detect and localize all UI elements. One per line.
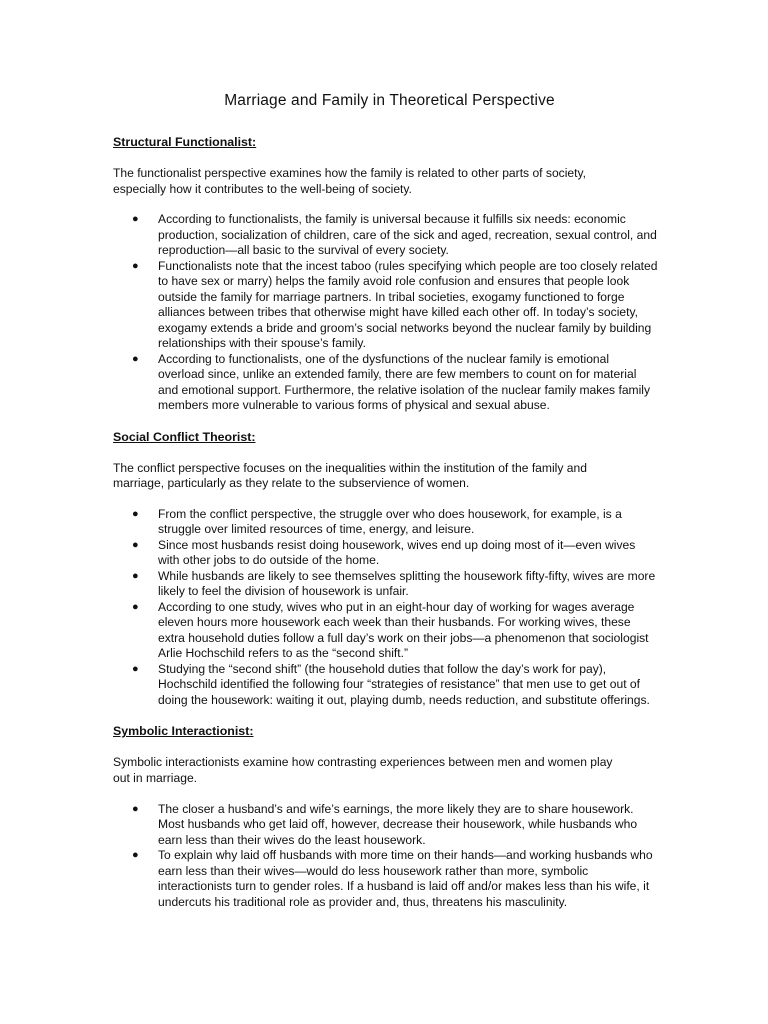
list-item xyxy=(113,352,658,414)
bullet-icon: ● xyxy=(132,849,139,862)
list-item-text: Since most husbands resist doing housework, wives end up doing most of it—even wives with other jobs to do outside of the home. xyxy=(158,537,636,568)
list-item-text: Studying the “second shift” (the household duties that follow the day’s work for pay), Hochschild identified the following four “strategies of resistance” that men use to get out of doing the housework: waiting it out, playing dumb, needs reduction, and substitute offerings. xyxy=(158,661,650,707)
list-item-text: The closer a husband’s and wife’s earnings, the more likely they are to share housework. Most husbands who get laid off, however, decrease their housework, while husbands who earn less than their wives do the least housework. xyxy=(158,801,638,847)
list-item xyxy=(113,600,658,662)
bullet-icon: ● xyxy=(132,259,139,272)
bullet-list xyxy=(113,802,658,911)
list-item-text: Functionalists note that the incest taboo (rules specifying which people are too closely related to have sex or marry) helps the family avoid role confusion and ensures that people look outside the family for marriage partners. In tribal societies, exogamy functioned to forge alliances between tribes that otherwise might have killed each other off. In today’s society, exogamy extends a bride and groom’s social networks beyond the nuclear family by building relationships with their spouse’s family. xyxy=(158,258,658,351)
bullet-icon: ● xyxy=(132,569,139,582)
list-item-text: From the conflict perspective, the struggle over who does housework, for example, is a struggle over limited resources of time, energy, and leisure. xyxy=(158,506,622,537)
list-item-text: To explain why laid off husbands with more time on their hands—and working husbands who earn less than their wives—would do less housework rather than more, symbolic interactionists turn to gender roles. If a husband is laid off and/or makes less than his wife, it undercuts his traditional role as provider and, thus, threatens his masculinity. xyxy=(158,848,653,909)
list-item xyxy=(113,507,658,538)
bullet-icon: ● xyxy=(132,213,139,226)
bullet-icon: ● xyxy=(132,507,139,520)
section-heading: Symbolic Interactionist: xyxy=(113,724,254,739)
bullet-list xyxy=(113,212,658,414)
list-item-text: According to functionalists, the family is universal because it fulfills six needs: economic production, socialization of children, care of the sick and aged, recreation, sexual control, and reproduction—all basic to the survival of every society. xyxy=(158,212,657,258)
list-item xyxy=(113,662,658,709)
section-heading: Structural Functionalist: xyxy=(113,135,257,149)
list-item xyxy=(113,212,658,259)
section-structural-functionalist xyxy=(113,135,658,414)
section-symbolic-interactionist xyxy=(113,724,658,910)
bullet-icon: ● xyxy=(132,600,139,613)
bullet-icon: ● xyxy=(132,662,139,675)
list-item xyxy=(113,569,658,600)
section-social-conflict xyxy=(113,430,658,709)
bullet-icon: ● xyxy=(132,802,139,815)
list-item xyxy=(113,802,658,849)
section-intro: The conflict perspective focuses on the inequalities within the institution of the family and marriage, particularly as they relate to the subservience of women. xyxy=(113,460,587,491)
list-item-text: While husbands are likely to see themselves splitting the housework fifty-fifty, wives are more likely to feel the division of housework is unfair. xyxy=(158,568,656,599)
page-title: Marriage and Family in Theoretical Perspective xyxy=(224,92,555,109)
list-item xyxy=(113,259,658,352)
section-intro: Symbolic interactionists examine how contrasting experiences between men and women play out in marriage. xyxy=(113,755,613,785)
section-heading: Social Conflict Theorist: xyxy=(113,429,256,444)
list-item xyxy=(113,538,658,569)
list-item xyxy=(113,848,658,910)
section-intro: The functionalist perspective examines how the family is related to other parts of society, especially how it contributes to the well-being of society. xyxy=(113,166,587,196)
list-item-text: According to functionalists, one of the dysfunctions of the nuclear family is emotional overload since, unlike an extended family, there are few members to count on for material and emotional support. Furthermore, the relative isolation of the nuclear family makes family members more vulnerable to various forms of physical and sexual abuse. xyxy=(158,351,651,413)
bullet-icon: ● xyxy=(132,352,139,365)
bullet-list xyxy=(113,507,658,709)
bullet-icon: ● xyxy=(132,538,139,551)
list-item-text: According to one study, wives who put in an eight-hour day of working for wages average eleven hours more housework each week than their husbands. For working wives, these extra household duties follow a full day’s work on their jobs—a phenomenon that sociologist Arlie Hochschild refers to as the “second shift.” xyxy=(158,599,649,661)
